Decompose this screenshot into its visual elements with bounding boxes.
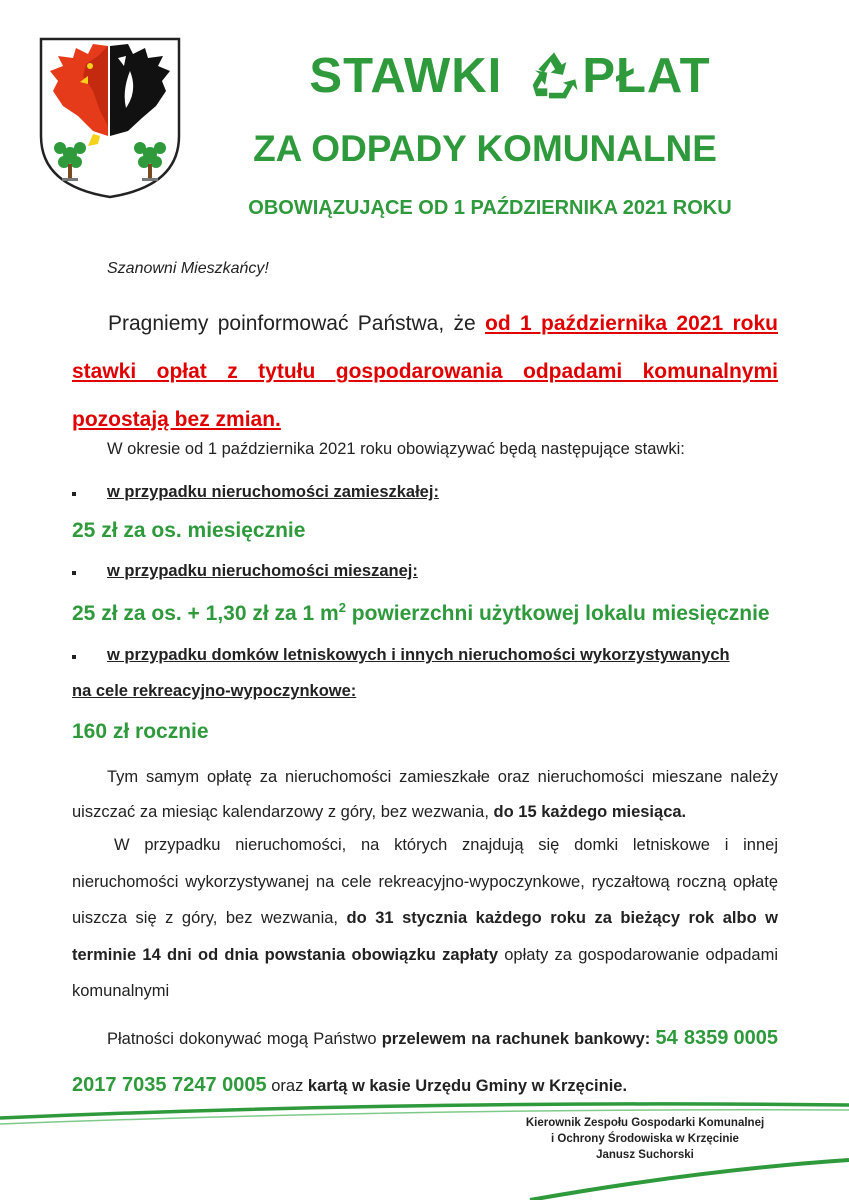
signature-title-line2: i Ochrony Środowiska w Krzęcinie (551, 1133, 739, 1145)
paragraph-annual-payment (72, 827, 778, 1010)
bullet-mixed-label: w przypadku nieruchomości mieszanej: (107, 562, 418, 580)
rate-mixed (72, 600, 770, 626)
rate-residential: 25 zł za os. miesięcznie (72, 519, 306, 542)
para2-text-end: opłaty za gospodarowanie odpadami komunalnymi (72, 945, 779, 1000)
pay-or: oraz (266, 1077, 308, 1095)
signature-name: Janusz Suchorski (596, 1149, 694, 1161)
bullet-marker (72, 655, 76, 659)
page-subtitle: ZA ODPADY KOMUNALNE (253, 128, 717, 169)
bank-account-part2: 0005 2017 7035 7247 0005 (72, 1027, 778, 1096)
pay-card: kartą w kasie Urzędu Gminy w Krzęcinie. (307, 1077, 628, 1095)
bullet-recreational (72, 646, 778, 706)
page-title-line1 (230, 48, 790, 104)
signature-title-line1: Kierownik Zespołu Gospodarki Komunalnej (525, 1117, 765, 1129)
intro-paragraph (72, 300, 778, 444)
para2-deadline: do 31 stycznia każdego roku za bieżący rok albo w terminie 14 dni od dnia powstania obowiązku zapłaty (72, 909, 778, 964)
para1-deadline: do 15 każdego miesiąca. (493, 803, 687, 821)
rates-intro: W okresie od 1 października 2021 roku obowiązywać będą następujące stawki: (107, 440, 685, 458)
greeting: Szanowni Mieszkańcy! (107, 260, 269, 277)
rate-mixed-sup: 2 (338, 600, 346, 615)
recycle-icon (526, 48, 582, 104)
bullet-residential (72, 483, 778, 505)
title-stawki: STAWKI (309, 49, 503, 103)
pay-text: Płatności dokonywać mogą Państwo (107, 1030, 382, 1048)
bullet-marker (72, 492, 76, 496)
intro-plain-text: Pragniemy poinformować Państwa, że (108, 312, 486, 335)
bullet-recreational-label-line1: w przypadku domków letniskowych i innych nieruchomości wykorzystywanych (107, 646, 730, 664)
bullet-residential-label: w przypadku nieruchomości zamieszkałej: (107, 483, 439, 501)
intro-highlight-text: od 1 października 2021 roku stawki opłat z tytułu gospodarowania odpadami komunalnymi pozostają bez zmian. (72, 312, 778, 431)
paragraph-monthly-payment (72, 760, 778, 830)
pay-transfer: przelewem na rachunek bankowy: (381, 1030, 651, 1048)
rate-mixed-part2: powierzchni użytkowej lokalu miesięcznie (345, 602, 770, 625)
rate-mixed-part1: 25 zł za os. + 1,30 zł za 1 m (72, 602, 339, 625)
bullet-marker (72, 571, 76, 575)
rate-recreational: 160 zł rocznie (72, 720, 209, 743)
coat-of-arms-icon (38, 36, 182, 200)
effective-date-heading: OBOWIĄZUJĄCE OD 1 PAŹDZIERNIKA 2021 ROKU (248, 197, 732, 219)
title-oplat: PŁAT (582, 49, 711, 103)
para1-text: Tym samym opłatę za nieruchomości zamieszkałe oraz nieruchomości mieszane należy uiszczać za miesiąc kalendarzowy z góry, bez wezwania, (72, 768, 778, 821)
bullet-mixed (72, 562, 778, 584)
bank-account-part1: 54 8359 (655, 1027, 729, 1049)
para2-text: W przypadku nieruchomości, na których znajdują się domki letniskowe i innej nieruchomości wykorzystywanej na cele rekreacyjno-wypoczynkowe, ryczałtową roczną opłatę uiszcza się z góry, bez wezwania, (72, 836, 778, 927)
paragraph-payment-methods (72, 1015, 778, 1109)
bullet-recreational-label-line2: na cele rekreacyjno-wypoczynkowe: (72, 682, 357, 700)
signature-block (500, 1115, 790, 1163)
